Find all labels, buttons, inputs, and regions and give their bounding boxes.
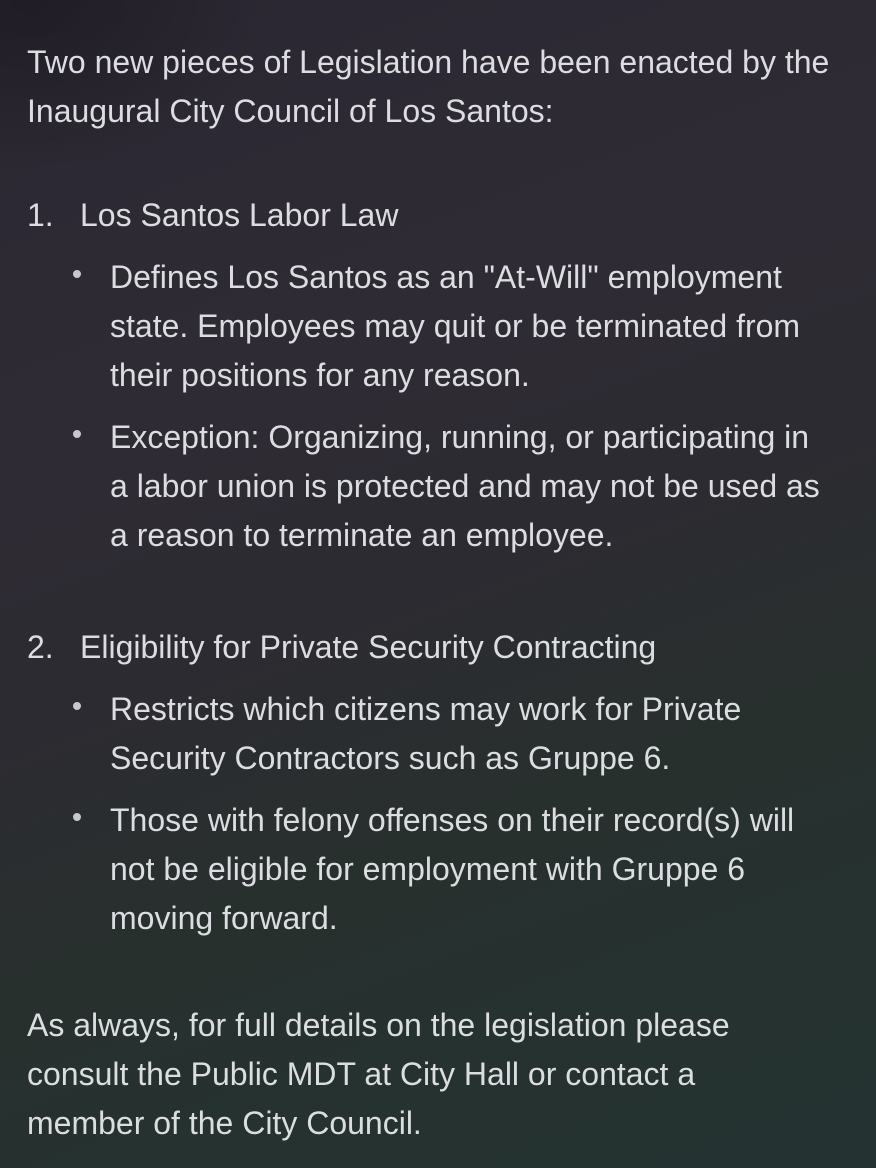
bullet-line: Those with felony offenses on their record(s) will bbox=[110, 802, 795, 838]
bullet-line: Restricts which citizens may work for Private bbox=[110, 691, 742, 727]
bullet-point-text bbox=[110, 796, 876, 943]
bullet-line: moving forward. bbox=[110, 900, 338, 936]
circle-bullet-icon bbox=[73, 430, 81, 438]
list-item-labor-law bbox=[27, 191, 876, 560]
item-title: Los Santos Labor Law bbox=[80, 197, 399, 233]
intro-line: Inaugural City Council of Los Santos: bbox=[27, 93, 554, 129]
bullet-point bbox=[27, 413, 876, 560]
intro-paragraph bbox=[27, 38, 876, 136]
outro-line: consult the Public MDT at City Hall or contact a bbox=[27, 1056, 696, 1092]
bullet-line: state. Employees may quit or be terminated from bbox=[110, 308, 801, 344]
legislation-list bbox=[27, 191, 876, 943]
outro-paragraph bbox=[27, 1001, 876, 1148]
item-title: Eligibility for Private Security Contracting bbox=[80, 629, 657, 665]
bullet-point bbox=[27, 796, 876, 943]
bullet-point bbox=[27, 253, 876, 400]
bullet-line: their positions for any reason. bbox=[110, 357, 530, 393]
bullet-line: Security Contractors such as Gruppe 6. bbox=[110, 740, 671, 776]
bullet-point bbox=[27, 685, 876, 783]
intro-line: Two new pieces of Legislation have been enacted by the bbox=[27, 44, 830, 80]
bullet-line: Defines Los Santos as an "At-Will" employment bbox=[110, 259, 782, 295]
sub-bullet-list bbox=[27, 685, 876, 943]
bullet-point-text bbox=[110, 685, 876, 783]
bullet-line: not be eligible for employment with Gruppe 6 bbox=[110, 851, 746, 887]
circle-bullet-icon bbox=[73, 270, 81, 278]
outro-line: As always, for full details on the legislation please bbox=[27, 1007, 730, 1043]
list-item-security-contracting bbox=[27, 623, 876, 943]
circle-bullet-icon bbox=[73, 813, 81, 821]
bullet-point-text bbox=[110, 253, 876, 400]
item-number: 1. bbox=[27, 197, 54, 233]
circle-bullet-icon bbox=[73, 702, 81, 710]
sub-bullet-list bbox=[27, 253, 876, 560]
bullet-line: a labor union is protected and may not be used as bbox=[110, 468, 820, 504]
item-number: 2. bbox=[27, 629, 54, 665]
outro-line: member of the City Council. bbox=[27, 1105, 422, 1141]
bullet-line: Exception: Organizing, running, or participating in bbox=[110, 419, 810, 455]
bullet-line: a reason to terminate an employee. bbox=[110, 517, 614, 553]
bullet-point-text bbox=[110, 413, 876, 560]
